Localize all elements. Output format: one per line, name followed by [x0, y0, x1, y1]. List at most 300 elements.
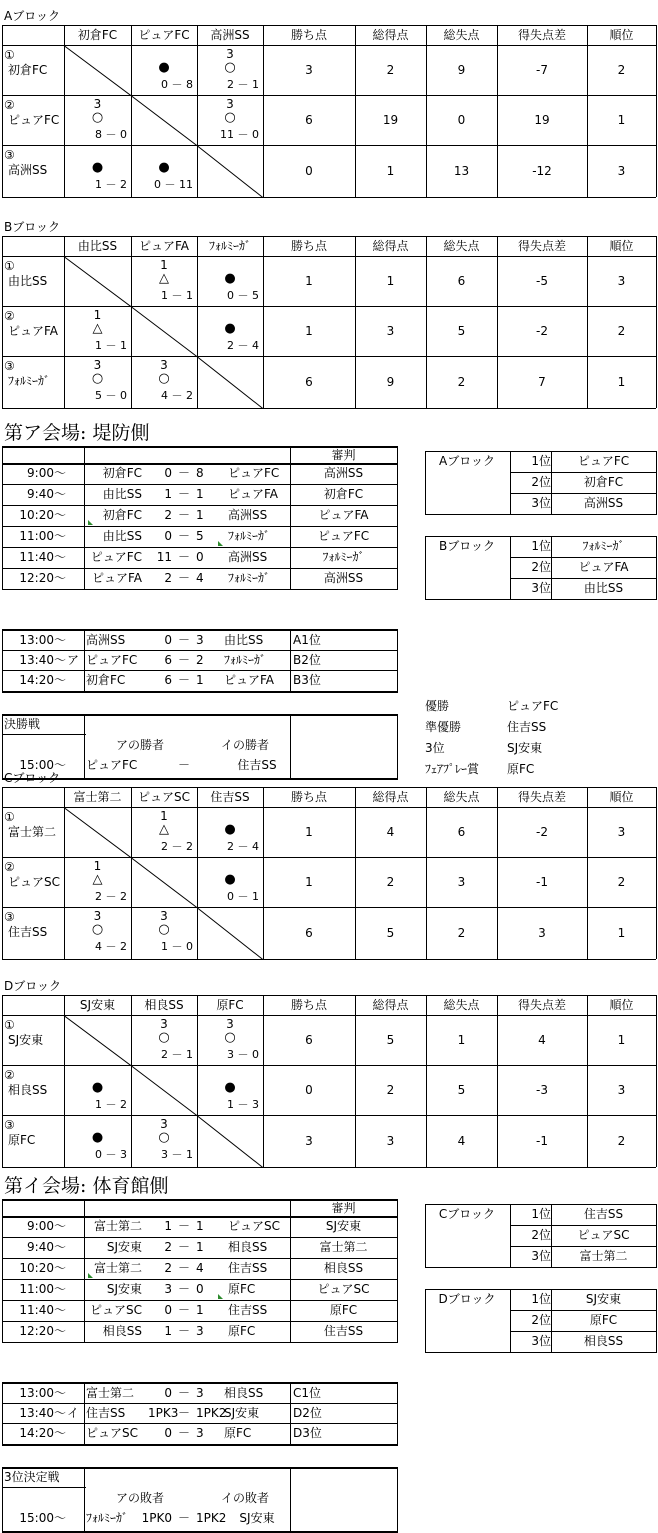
- grid-line: [2, 714, 398, 716]
- home-team: 相良SS: [102, 1324, 142, 1338]
- away-score: 8: [196, 466, 204, 480]
- away-team: ピュアFC: [228, 466, 280, 480]
- diagonal-line: [130, 306, 197, 357]
- match-points: 3: [160, 358, 168, 372]
- stat-value: 4: [538, 1033, 546, 1047]
- rank-label: 3位: [531, 581, 551, 595]
- row-team: ﾌｫﾙﾐｰｶﾞ: [8, 374, 51, 388]
- stat-header: 勝ち点: [290, 998, 327, 1012]
- stat-value: 5: [386, 1033, 395, 1047]
- referee: 高洲SS: [323, 571, 364, 585]
- home-score: 1PK3: [148, 1406, 179, 1420]
- rank-label: 1位: [531, 454, 551, 468]
- away-team: ﾌｫﾙﾐｰｶﾞ: [224, 653, 267, 667]
- stat-value: 3: [617, 1083, 626, 1097]
- home-score: 2: [164, 1261, 172, 1275]
- grid-line: [84, 629, 85, 691]
- team-header: ピュアFC: [138, 28, 190, 42]
- stat-value: 4: [457, 1134, 466, 1148]
- team-header: 住吉SS: [210, 790, 250, 804]
- diagonal-line: [130, 857, 197, 908]
- away-team: 住吉SS: [237, 758, 277, 772]
- venue-title: 第イ会場: 体育館側: [4, 1175, 169, 1197]
- match-score: 1 － 1: [161, 289, 193, 302]
- row-number: ①: [4, 259, 15, 273]
- match-score: 2 － 2: [95, 890, 127, 903]
- grid-line: [2, 1382, 3, 1444]
- away-score: 3: [196, 1426, 204, 1440]
- away-team: 由比SS: [224, 633, 264, 647]
- home-score: 0: [164, 633, 172, 647]
- home-score: 0: [164, 1303, 172, 1317]
- row-number: ③: [4, 1118, 15, 1132]
- grid-line: [2, 787, 656, 788]
- stat-value: 6: [305, 1033, 313, 1047]
- result-team: 住吉SS: [507, 720, 547, 734]
- result-mark-icon: ○: [91, 922, 104, 937]
- referee: SJ安東: [325, 1219, 362, 1233]
- stat-value: 2: [617, 875, 626, 889]
- team-header: 由比SS: [77, 239, 118, 253]
- match-points: 1: [93, 859, 102, 873]
- grid-line: [2, 807, 656, 808]
- grid-line: [510, 1225, 656, 1226]
- match-time: 9:40～: [27, 1240, 66, 1254]
- rank-team: 高洲SS: [583, 496, 624, 510]
- match-points: 1: [160, 258, 168, 272]
- row-team: SJ安東: [8, 1033, 44, 1047]
- grid-line: [290, 1467, 291, 1531]
- stat-value: 6: [305, 926, 313, 940]
- result-team: 原FC: [507, 762, 535, 776]
- result-mark-icon: △: [92, 321, 103, 336]
- grid-line: [425, 599, 657, 600]
- stat-value: 1: [617, 113, 626, 127]
- result-label: ﾌｪｱﾌﾟﾚｰ賞: [425, 762, 480, 776]
- score-dash: －: [177, 758, 190, 772]
- score-dash: －: [177, 1386, 190, 1400]
- referee: 原FC: [329, 1303, 358, 1317]
- home-team: 富士第二: [93, 1219, 142, 1233]
- match-score: 4 － 2: [161, 389, 193, 402]
- stat-value: 6: [457, 825, 466, 839]
- referee: 初倉FC: [323, 487, 364, 501]
- away-team: 原FC: [228, 1324, 256, 1338]
- referee-header: 審判: [331, 448, 356, 462]
- stat-header: 勝ち点: [290, 28, 327, 42]
- stat-value: 9: [457, 63, 466, 77]
- grid-line: [2, 907, 656, 908]
- stat-value: 19: [534, 113, 550, 127]
- grid-line: [2, 589, 398, 590]
- result-mark-icon: ○: [158, 371, 170, 386]
- stat-value: 2: [386, 63, 395, 77]
- grid-line: [2, 1342, 398, 1343]
- grid-line: [2, 1115, 656, 1116]
- match-score: 0 － 3: [95, 1148, 127, 1161]
- grid-line: [2, 787, 3, 959]
- result-mark-icon: ○: [224, 110, 236, 125]
- away-score: 1PK2: [196, 1511, 227, 1525]
- match-score: 1 － 2: [95, 1098, 127, 1111]
- grid-line: [2, 1321, 398, 1322]
- match-time: 9:00～: [27, 466, 66, 480]
- stat-header: 得失点差: [517, 998, 566, 1012]
- grid-line: [425, 451, 426, 514]
- match-time: 13:40～: [19, 1406, 66, 1420]
- away-score: 1: [196, 487, 204, 501]
- stat-header: 順位: [609, 239, 634, 253]
- stat-value: 1: [386, 274, 395, 288]
- match-score: 8 － 0: [95, 128, 127, 141]
- stat-value: 1: [305, 875, 313, 889]
- team-header: 高洲SS: [210, 28, 250, 42]
- score-dash: －: [177, 1261, 190, 1275]
- stat-value: 2: [617, 324, 626, 338]
- grid-line: [2, 1467, 3, 1531]
- result-mark-icon: △: [92, 872, 103, 887]
- grid-line: [425, 1204, 657, 1205]
- score-dash: －: [177, 1303, 190, 1317]
- result-mark-icon: ○: [91, 110, 104, 125]
- grid-line: [2, 1423, 398, 1424]
- referee: 住吉SS: [323, 1324, 364, 1338]
- grid-line: [2, 45, 656, 46]
- row-number: ②: [4, 860, 15, 874]
- stat-value: 0: [457, 113, 466, 127]
- court-label: ア: [66, 653, 79, 667]
- home-team: ピュアFC: [86, 653, 138, 667]
- home-team: 住吉SS: [86, 1406, 126, 1420]
- stat-header: 総失点: [443, 28, 480, 42]
- match-score: 5 － 0: [95, 389, 127, 402]
- away-score: 1: [196, 1219, 204, 1233]
- stat-value: 1: [305, 825, 313, 839]
- stat-header: 得失点差: [517, 239, 566, 253]
- stat-value: -1: [536, 1134, 548, 1148]
- grid-line: [2, 995, 656, 996]
- special-label: イの勝者: [220, 738, 269, 752]
- match-time: 11:00～: [19, 1282, 66, 1296]
- stat-value: 1: [305, 274, 313, 288]
- result-mark-icon: △: [159, 822, 169, 837]
- grid-line: [2, 629, 398, 631]
- row-number: ②: [4, 98, 15, 112]
- grid-line: [2, 650, 398, 651]
- placement-note: C1位: [293, 1386, 322, 1400]
- team-header: ﾌｫﾙﾐｰｶﾞ: [208, 239, 251, 253]
- rank-team: 初倉FC: [583, 475, 624, 489]
- stat-value: 5: [457, 1083, 466, 1097]
- grid-line: [656, 787, 657, 959]
- match-time: 14:20～: [19, 1426, 66, 1440]
- home-team: 初倉FC: [102, 466, 142, 480]
- grid-line: [425, 1204, 426, 1267]
- rank-label: 1位: [531, 1292, 551, 1306]
- grid-line: [2, 1279, 398, 1280]
- grid-line: [656, 1289, 657, 1352]
- home-score: 6: [164, 653, 172, 667]
- stat-value: -3: [536, 1083, 548, 1097]
- grid-line: [290, 1382, 291, 1444]
- score-dash: －: [177, 1240, 190, 1254]
- result-mark-icon: ●: [158, 60, 170, 75]
- grid-line: [656, 25, 657, 197]
- match-points: 3: [226, 97, 234, 111]
- away-score: 4: [196, 571, 204, 585]
- away-score: 1: [196, 508, 204, 522]
- referee: 高洲SS: [323, 466, 364, 480]
- grid-line: [425, 451, 657, 452]
- grid-line: [2, 236, 3, 408]
- grid-line: [2, 1015, 656, 1016]
- match-time: 11:40～: [19, 1303, 66, 1317]
- team-header: ピュアSC: [138, 790, 190, 804]
- placement-note: A1位: [293, 633, 321, 647]
- row-number: ①: [4, 810, 15, 824]
- result-mark-icon: ●: [224, 271, 236, 286]
- grid-line: [656, 451, 657, 514]
- rank-label: 2位: [531, 1313, 551, 1327]
- score-dash: －: [177, 466, 190, 480]
- away-team: 住吉SS: [228, 1261, 268, 1275]
- score-dash: －: [177, 487, 190, 501]
- result-mark-icon: ○: [158, 1030, 170, 1045]
- team-header: 富士第二: [73, 790, 122, 804]
- match-time: 13:00～: [19, 1386, 66, 1400]
- stat-value: -1: [536, 875, 548, 889]
- away-team: ピュアFA: [224, 673, 275, 687]
- grid-line: [84, 1382, 85, 1444]
- grid-line: [510, 1246, 656, 1247]
- home-team: ピュアFA: [91, 571, 142, 585]
- home-score: 1: [164, 1219, 172, 1233]
- result-mark-icon: ○: [91, 371, 104, 386]
- away-score: 1: [196, 673, 204, 687]
- diagonal-line: [130, 95, 197, 146]
- match-time: 12:20～: [19, 1324, 66, 1338]
- row-number: ②: [4, 1068, 15, 1082]
- stat-value: 3: [305, 63, 313, 77]
- stat-header: 総得点: [372, 239, 409, 253]
- grid-line: [2, 1300, 398, 1301]
- score-dash: －: [177, 1406, 190, 1420]
- away-score: 1PK2: [196, 1406, 227, 1420]
- away-score: 2: [196, 653, 204, 667]
- match-points: 3: [160, 909, 168, 923]
- away-team: 相良SS: [224, 1386, 264, 1400]
- special-label: アの敗者: [115, 1491, 164, 1505]
- rank-team: 相良SS: [583, 1334, 624, 1348]
- home-team: ピュアSC: [90, 1303, 142, 1317]
- team-header: SJ安東: [79, 998, 116, 1012]
- standings-block: Aブロック: [439, 454, 495, 468]
- stat-value: 1: [386, 164, 395, 178]
- match-time: 15:00～: [19, 1511, 66, 1525]
- stat-value: 2: [457, 926, 466, 940]
- block-title: Dブロック: [4, 979, 62, 993]
- row-team: 初倉FC: [8, 63, 48, 77]
- row-team: 原FC: [8, 1133, 36, 1147]
- stat-value: 2: [457, 375, 466, 389]
- stat-value: 6: [305, 375, 313, 389]
- stat-value: 3: [386, 324, 395, 338]
- away-score: 0: [196, 550, 204, 564]
- grid-line: [2, 145, 656, 146]
- grid-line: [397, 714, 398, 778]
- grid-line: [2, 734, 86, 735]
- home-team: ピュアFC: [90, 550, 142, 564]
- stat-value: -7: [536, 63, 548, 77]
- result-mark-icon: ●: [91, 1130, 104, 1145]
- match-score: 0 － 5: [227, 289, 259, 302]
- grid-line: [2, 629, 3, 691]
- score-dash: －: [177, 1324, 190, 1338]
- team-header: 相良SS: [144, 998, 184, 1012]
- match-score: 2 － 4: [227, 840, 259, 853]
- grid-line: [2, 1258, 398, 1259]
- grid-line: [2, 526, 398, 527]
- away-team: SJ安東: [224, 1406, 260, 1420]
- score-dash: －: [177, 571, 190, 585]
- team-header: 初倉FC: [77, 28, 118, 42]
- rank-team: 富士第二: [579, 1249, 628, 1263]
- rank-label: 3位: [531, 1249, 551, 1263]
- stat-value: 5: [386, 926, 395, 940]
- match-score: 3 － 0: [227, 1048, 259, 1061]
- grid-line: [2, 408, 656, 409]
- home-team: 高洲SS: [86, 633, 126, 647]
- grid-line: [2, 547, 398, 548]
- standings-block: Bブロック: [439, 539, 495, 553]
- result-mark-icon: ○: [158, 1130, 170, 1145]
- away-score: 1: [196, 1303, 204, 1317]
- home-score: 0: [164, 466, 172, 480]
- row-team: ピュアSC: [8, 875, 60, 889]
- grid-line: [510, 1331, 656, 1332]
- home-team: SJ安東: [106, 1240, 142, 1254]
- stat-value: 4: [386, 825, 395, 839]
- grid-line: [2, 1487, 86, 1488]
- row-number: ③: [4, 359, 15, 373]
- match-time: 9:40～: [27, 487, 66, 501]
- home-score: 1PK0: [141, 1511, 172, 1525]
- home-score: 1: [164, 487, 172, 501]
- stat-header: 総失点: [443, 790, 480, 804]
- grid-line: [2, 505, 398, 506]
- rank-label: 3位: [531, 1334, 551, 1348]
- special-title: 決勝戦: [4, 717, 41, 731]
- stat-value: 6: [457, 274, 466, 288]
- rank-team: 住吉SS: [583, 1207, 624, 1221]
- match-score: 4 － 2: [95, 940, 127, 953]
- home-score: 1: [164, 1324, 172, 1338]
- away-team: SJ安東: [239, 1511, 275, 1525]
- stat-header: 得失点差: [517, 28, 566, 42]
- stat-header: 勝ち点: [290, 790, 327, 804]
- grid-line: [2, 778, 398, 780]
- away-team: 原FC: [224, 1426, 252, 1440]
- match-score: 0 － 1: [227, 890, 259, 903]
- standings-block: Cブロック: [438, 1207, 496, 1221]
- match-score: 0 － 8: [161, 78, 193, 91]
- grid-line: [397, 1467, 398, 1531]
- score-dash: －: [177, 1219, 190, 1233]
- stat-value: 1: [617, 926, 626, 940]
- home-score: 2: [164, 571, 172, 585]
- grid-line: [2, 1444, 398, 1446]
- home-team: 富士第二: [86, 1386, 135, 1400]
- score-dash: －: [177, 1511, 190, 1525]
- stat-value: 1: [457, 1033, 466, 1047]
- match-points: 3: [93, 358, 102, 372]
- home-score: 0: [164, 529, 172, 543]
- grid-line: [2, 1237, 398, 1238]
- grid-line: [425, 1289, 426, 1352]
- match-points: 1: [160, 809, 168, 823]
- comment-marker-icon: [218, 541, 223, 546]
- stat-value: 0: [305, 164, 313, 178]
- grid-line: [84, 714, 85, 778]
- stat-header: 総得点: [372, 998, 409, 1012]
- home-team: SJ安東: [106, 1282, 142, 1296]
- stat-value: 2: [386, 1083, 395, 1097]
- stat-value: 7: [538, 375, 546, 389]
- home-score: 3: [164, 1282, 172, 1296]
- result-mark-icon: △: [159, 271, 169, 286]
- stat-header: 総得点: [372, 28, 409, 42]
- diagonal-line: [63, 1015, 131, 1066]
- referee-header: 審判: [331, 1201, 356, 1215]
- stat-value: 3: [386, 1134, 395, 1148]
- result-label: 3位: [425, 741, 445, 755]
- match-score: 2 － 1: [227, 78, 259, 91]
- match-score: 2 － 1: [161, 1048, 193, 1061]
- home-team: 初倉FC: [86, 673, 126, 687]
- match-score: 3 － 1: [161, 1148, 193, 1161]
- match-score: 1 － 3: [227, 1098, 259, 1111]
- match-score: 0 － 11: [154, 178, 193, 191]
- home-score: 2: [164, 508, 172, 522]
- grid-line: [2, 256, 656, 257]
- rank-label: 3位: [531, 496, 551, 510]
- row-team: 相良SS: [8, 1083, 48, 1097]
- match-points: 3: [160, 1117, 168, 1131]
- grid-line: [510, 1310, 656, 1311]
- grid-line: [656, 1204, 657, 1267]
- diagonal-line: [196, 1115, 263, 1168]
- stat-header: 勝ち点: [290, 239, 327, 253]
- grid-line: [2, 1382, 398, 1384]
- grid-line: [397, 629, 398, 691]
- diagonal-line: [63, 45, 131, 96]
- result-mark-icon: ○: [224, 60, 236, 75]
- diagonal-line: [130, 1065, 197, 1116]
- grid-line: [2, 484, 398, 485]
- away-team: 高洲SS: [228, 550, 268, 564]
- home-score: 6: [164, 673, 172, 687]
- match-time: 15:00～: [19, 758, 66, 772]
- grid-line: [2, 568, 398, 569]
- away-score: 1: [196, 1240, 204, 1254]
- stat-value: 2: [617, 1134, 626, 1148]
- diagonal-line: [63, 807, 131, 858]
- referee: ピュアFC: [317, 529, 370, 543]
- row-team: 富士第二: [8, 825, 57, 839]
- grid-line: [510, 493, 656, 494]
- grid-line: [425, 536, 657, 537]
- rank-team: 由比SS: [583, 581, 624, 595]
